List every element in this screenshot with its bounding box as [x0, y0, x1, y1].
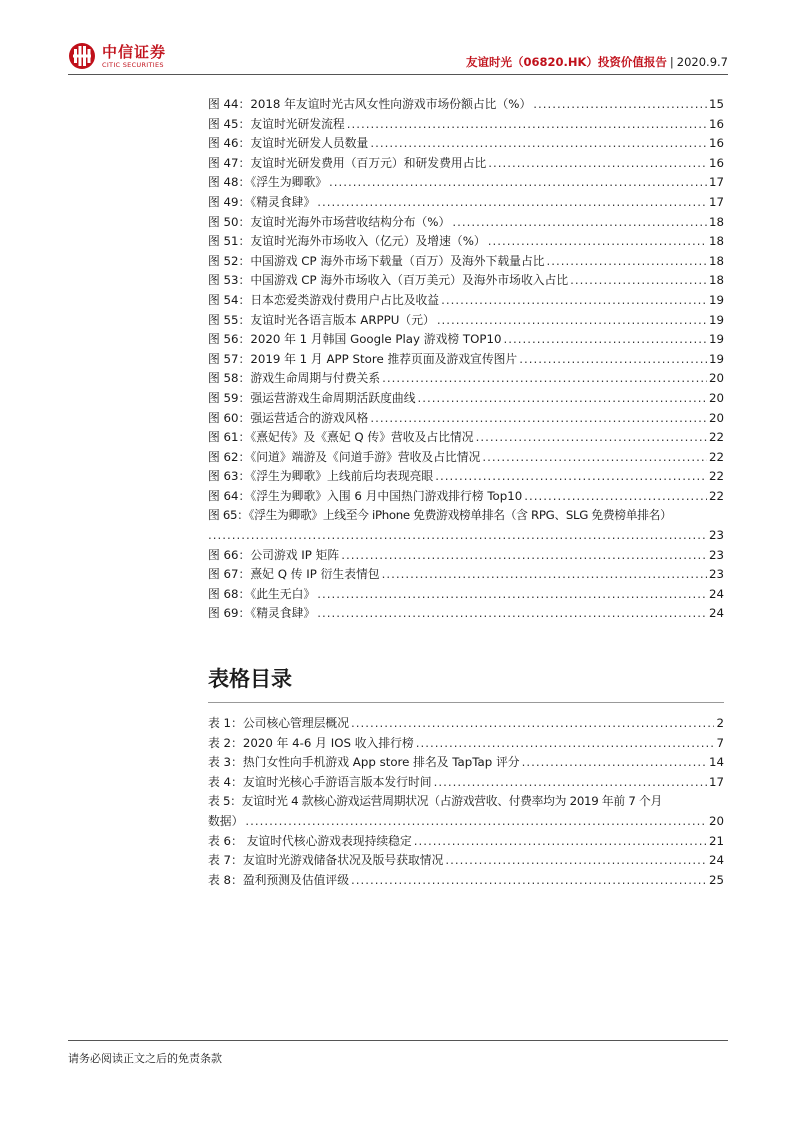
toc-row-table-5[interactable] [208, 792, 724, 812]
toc-row[interactable] [208, 428, 724, 448]
leader-dots [445, 851, 707, 871]
citic-logo-icon [68, 42, 96, 70]
leader-dots [351, 714, 714, 734]
toc-row-figure-65[interactable] [208, 506, 724, 526]
toc-label: 表 2：2020 年 4-6 月 IOS 收入排行榜 [208, 735, 414, 750]
toc-page: 7 [716, 735, 724, 750]
toc-page: 16 [708, 155, 724, 170]
toc-page: 18 [708, 234, 724, 249]
leader-dots [488, 154, 707, 174]
toc-row[interactable] [208, 173, 724, 193]
table-list [208, 714, 724, 890]
toc-label: 图 68：《此生无白》 [208, 586, 316, 601]
toc-page: 19 [708, 332, 724, 347]
leader-dots [382, 565, 707, 585]
toc-row[interactable] [208, 232, 724, 252]
report-title: 友谊时光（06820.HK）投资价值报告 [465, 55, 667, 69]
leader-dots [329, 173, 707, 193]
citic-logo [68, 40, 166, 72]
toc-row-figure-65-cont[interactable] [208, 526, 724, 546]
leader-dots [370, 134, 707, 154]
leader-dots [452, 213, 707, 233]
leader-dots [570, 271, 707, 291]
leader-dots [504, 330, 707, 350]
toc-row[interactable] [208, 585, 724, 605]
leader-dots [416, 734, 715, 754]
toc-row[interactable] [208, 389, 724, 409]
leader-dots [482, 448, 707, 468]
toc-label: 图 60：强运营适合的游戏风格 [208, 410, 369, 425]
toc-page: 24 [708, 586, 724, 601]
toc-label: 图 64：《浮生为卿歌》入围 6 月中国热门游戏排行榜 Top10 [208, 488, 523, 503]
toc-row[interactable] [208, 134, 724, 154]
leader-dots [418, 389, 707, 409]
toc-page: 18 [708, 214, 724, 229]
toc-page: 25 [708, 872, 724, 887]
toc-page: 24 [708, 853, 724, 868]
toc-page: 14 [708, 755, 724, 770]
leader-dots [441, 291, 707, 311]
toc-row[interactable] [208, 604, 724, 624]
leader-dots [437, 311, 707, 331]
toc-page: 24 [708, 606, 724, 621]
toc-label: 图 66：公司游戏 IP 矩阵 [208, 547, 340, 562]
toc-label: 图 47：友谊时光研发费用（百万元）和研发费用占比 [208, 155, 487, 170]
logo-en-text: CITIC SECURITIES [102, 60, 164, 69]
toc-row[interactable] [208, 832, 724, 852]
toc-page: 22 [708, 469, 724, 484]
leader-dots [476, 428, 707, 448]
section-title-tables: 表格目录 [208, 667, 292, 691]
leader-dots [524, 487, 707, 507]
toc-page: 20 [708, 410, 724, 425]
toc-row[interactable] [208, 753, 724, 773]
toc-label: 图 69：《精灵食肆》 [208, 606, 316, 621]
header-divider [68, 74, 728, 75]
logo-cn-text: 中信证券 [102, 42, 167, 61]
toc-page: 23 [708, 528, 724, 543]
leader-dots [317, 604, 707, 624]
toc-row[interactable] [208, 487, 724, 507]
toc-label: 图 57：2019 年 1 月 APP Store 推荐页面及游戏宣传图片 [208, 351, 518, 366]
leader-dots [370, 409, 707, 429]
toc-row[interactable] [208, 350, 724, 370]
toc-row[interactable] [208, 95, 724, 115]
toc-label: 表 1：公司核心管理层概况 [208, 716, 350, 730]
page-header [68, 40, 728, 72]
footer-disclaimer: 请务必阅读正文之后的免责条款 [68, 1052, 222, 1065]
toc-label: 表 5：友谊时光 4 款核心游戏运营周期状况（占游戏营收、付费率均为 2019 年前 7 个月 [208, 794, 662, 809]
toc-page: 15 [708, 97, 724, 111]
section-divider [208, 702, 724, 703]
toc-row[interactable] [208, 467, 724, 487]
toc-label: 图 63：《浮生为卿歌》上线前后均表现亮眼 [208, 469, 434, 484]
toc-label: 图 44：2018 年友谊时光古风女性向游戏市场份额占比（%） [208, 97, 532, 111]
toc-row[interactable] [208, 409, 724, 429]
toc-row-table-5-cont[interactable] [208, 812, 724, 832]
toc-row[interactable] [208, 448, 724, 468]
toc-row[interactable] [208, 213, 724, 233]
toc-label: 图 52：中国游戏 CP 海外市场下载量（百万）及海外下载量占比 [208, 253, 545, 268]
toc-row[interactable] [208, 546, 724, 566]
toc-page: 20 [708, 390, 724, 405]
toc-row[interactable] [208, 330, 724, 350]
toc-row[interactable] [208, 565, 724, 585]
toc-label: 图 51：友谊时光海外市场收入（亿元）及增速（%） [208, 234, 486, 249]
toc-label: 图 56：2020 年 1 月韩国 Google Play 游戏榜 TOP10 [208, 332, 502, 347]
toc-page: 22 [708, 430, 724, 445]
toc-label: 图 54：日本恋爱类游戏付费用户占比及收益 [208, 292, 440, 307]
toc-label: 图 65：《浮生为卿歌》上线至今 iPhone 免费游戏榜单排名（含 RPG、SLG 免费榜单排名） [208, 508, 672, 523]
toc-label: 表 7：友谊时光游戏储备状况及版号获取情况 [208, 853, 444, 868]
toc-label: 表 4：友谊时光核心手游语言版本发行时间 [208, 774, 432, 789]
header-separator: | [669, 55, 674, 69]
toc-page: 22 [708, 449, 724, 464]
leader-dots [434, 773, 707, 793]
toc-row[interactable] [208, 871, 724, 891]
toc-page: 18 [708, 273, 724, 288]
leader-dots [522, 753, 707, 773]
toc-page: 19 [708, 292, 724, 307]
toc-page: 2 [716, 716, 724, 730]
toc-label: 图 61：《熹妃传》及《熹妃 Q 传》营收及占比情况 [208, 430, 474, 445]
toc-label: 图 58：游戏生命周期与付费关系 [208, 371, 381, 386]
toc-label: 数据） [208, 813, 244, 828]
toc-label: 表 6： 友谊时代核心游戏表现持续稳定 [208, 833, 412, 848]
toc-row[interactable] [208, 714, 724, 734]
toc-label: 图 62：《问道》端游及《问道手游》营收及占比情况 [208, 449, 481, 464]
footer-divider [68, 1040, 728, 1041]
toc-label: 图 45：友谊时光研发流程 [208, 116, 345, 131]
toc-page: 23 [708, 547, 724, 562]
leader-dots [351, 871, 707, 891]
leader-dots [414, 832, 707, 852]
toc-page: 17 [708, 175, 724, 190]
toc-page: 20 [708, 813, 724, 828]
toc-label: 图 59：强运营游戏生命周期活跃度曲线 [208, 390, 416, 405]
toc-page: 23 [708, 567, 724, 582]
leader-dots [519, 350, 707, 370]
toc-label: 图 46：友谊时光研发人员数量 [208, 136, 369, 151]
leader-dots [347, 115, 707, 135]
toc-row[interactable] [208, 154, 724, 174]
leader-dots [341, 546, 707, 566]
toc-label: 图 48：《浮生为卿歌》 [208, 175, 328, 190]
toc-label: 图 53：中国游戏 CP 海外市场收入（百万美元）及海外市场收入占比 [208, 273, 569, 288]
report-header-title [466, 54, 728, 70]
toc-row[interactable] [208, 773, 724, 793]
toc-page: 16 [708, 136, 724, 151]
toc-row[interactable] [208, 311, 724, 331]
toc-label: 表 3：热门女性向手机游戏 App store 排名及 TapTap 评分 [208, 755, 520, 770]
leader-dots [317, 585, 707, 605]
figure-list [208, 95, 724, 624]
leader-dots [245, 812, 707, 832]
toc-label: 图 49：《精灵食肆》 [208, 194, 316, 209]
toc-row[interactable] [208, 851, 724, 871]
leader-dots [435, 467, 707, 487]
toc-page: 19 [708, 351, 724, 366]
toc-page: 19 [708, 312, 724, 327]
leader-dots [488, 232, 707, 252]
toc-page: 17 [708, 194, 724, 209]
toc-label: 图 55：友谊时光各语言版本 ARPPU（元） [208, 312, 435, 327]
report-date: 2020.9.7 [676, 55, 728, 69]
toc-row[interactable] [208, 734, 724, 754]
toc-page: 17 [708, 774, 724, 789]
leader-dots [547, 252, 707, 272]
toc-label: 图 50：友谊时光海外市场营收结构分布（%） [208, 214, 451, 229]
toc-label: 图 67：熹妃 Q 传 IP 衍生表情包 [208, 567, 380, 582]
toc-row[interactable] [208, 369, 724, 389]
toc-row[interactable] [208, 115, 724, 135]
leader-dots [317, 193, 707, 213]
toc-row[interactable] [208, 252, 724, 272]
toc-page: 20 [708, 371, 724, 386]
toc-page: 18 [708, 253, 724, 268]
toc-page: 21 [708, 833, 724, 848]
toc-row[interactable] [208, 193, 724, 213]
toc-page: 16 [708, 116, 724, 131]
toc-page: 22 [708, 488, 724, 503]
toc-row[interactable] [208, 271, 724, 291]
leader-dots [533, 95, 707, 115]
leader-dots [208, 526, 707, 546]
leader-dots [382, 369, 707, 389]
toc-row[interactable] [208, 291, 724, 311]
toc-label: 表 8：盈利预测及估值评级 [208, 872, 350, 887]
